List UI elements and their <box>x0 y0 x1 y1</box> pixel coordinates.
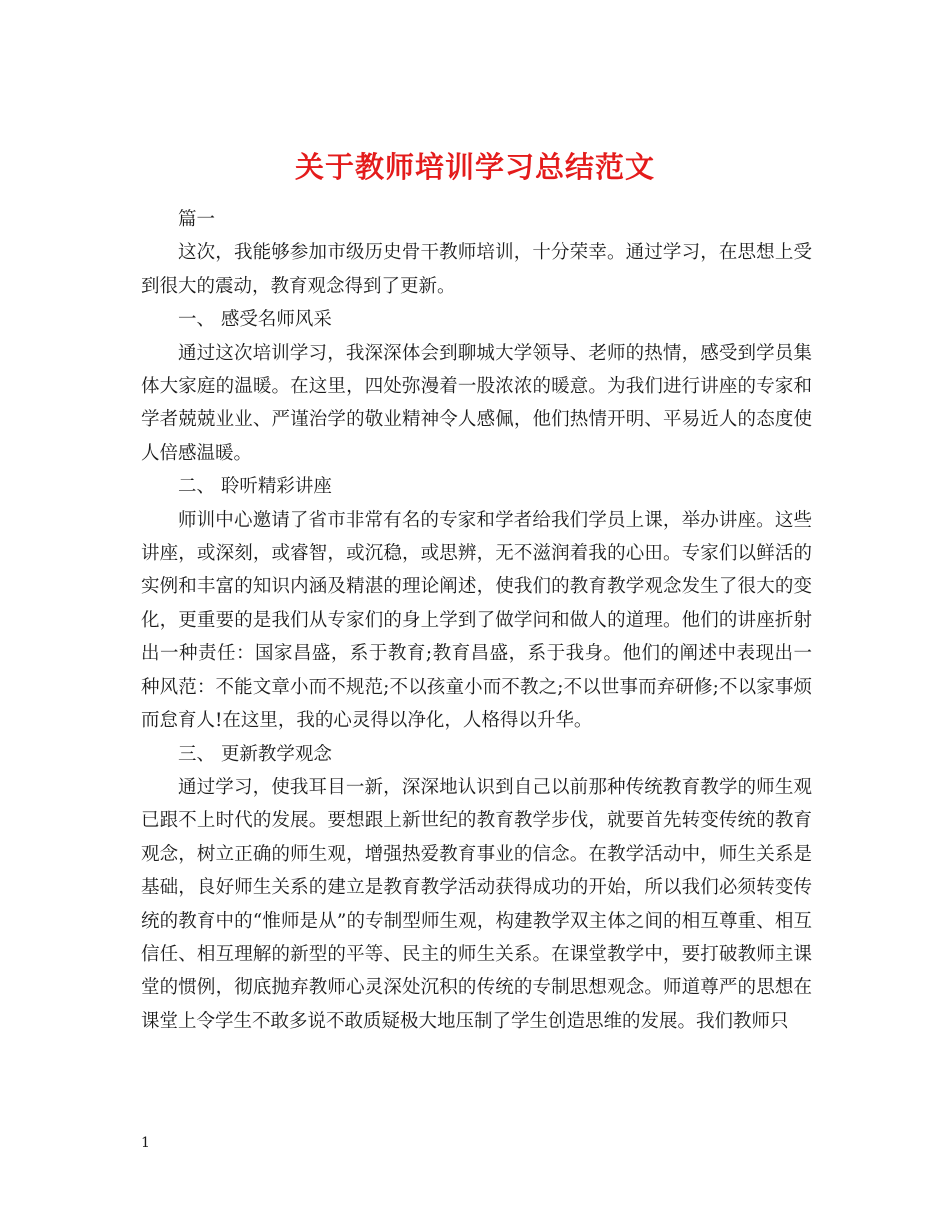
heading-section-2: 二、 聆听精彩讲座 <box>178 476 332 498</box>
paragraph-intro: 这次，我能够参加市级历史骨干教师培训，十分荣幸。通过学习，在思想上受到很大的震动，教育观念得到了更新。 <box>141 242 812 297</box>
paragraph-section-1: 通过这次培训学习，我深深体会到聊城大学领导、老师的热情，感受到学员集体大家庭的温暖。在这里，四处弥漫着一股浓浓的暖意。为我们进行讲座的专家和学者兢兢业业、严谨治学的敬业精神令人感佩，他们热情开明、平易近人的态度使人倍感温暖。 <box>141 342 812 464</box>
section-label: 篇一 <box>178 209 216 230</box>
page-number: 1 <box>141 1135 150 1151</box>
paragraph-section-3: 通过学习，使我耳目一新，深深地认识到自己以前那种传统教育教学的师生观已跟不上时代的发展。要想跟上新世纪的教育教学步伐，就要首先转变传统的教育观念，树立正确的师生观，增强热爱教育事业的信念。在教学活动中，师生关系是基础，良好师生关系的建立是教育教学活动获得成功的开始，所以我们必须转变传统的教育中的“惟师是从”的专制型师生观，构建教学双主体之间的相互尊重、相互信任、相互理解的新型的平等、民主的师生关系。在课堂教学中，要打破教师主课堂的惯例，彻底抛弃教师心灵深处沉积的传统的专制思想观念。师道尊严的思想在课堂上令学生不敢多说不敢质疑极大地压制了学生创造思维的发展。我们教师只 <box>141 776 812 1032</box>
heading-section-1: 一、 感受名师风采 <box>178 309 332 331</box>
document-body <box>141 203 812 1038</box>
heading-section-3: 三、 更新教学观念 <box>178 743 332 765</box>
paragraph-section-2: 师训中心邀请了省市非常有名的专家和学者给我们学员上课，举办讲座。这些讲座，或深刻，或睿智，或沉稳，或思辨，无不滋润着我的心田。专家们以鲜活的实例和丰富的知识内涵及精湛的理论阐述，使我们的教育教学观念发生了很大的变化，更重要的是我们从专家们的身上学到了做学问和做人的道理。他们的讲座折射出一种责任：国家昌盛，系于教育;教育昌盛，系于我身。他们的阐述中表现出一种风范：不能文章小而不规范;不以孩童小而不教之;不以世事而弃研修;不以家事烦而怠育人!在这里，我的心灵得以净化，人格得以升华。 <box>141 509 812 732</box>
document-title: 关于教师培训学习总结范文 <box>294 150 655 185</box>
